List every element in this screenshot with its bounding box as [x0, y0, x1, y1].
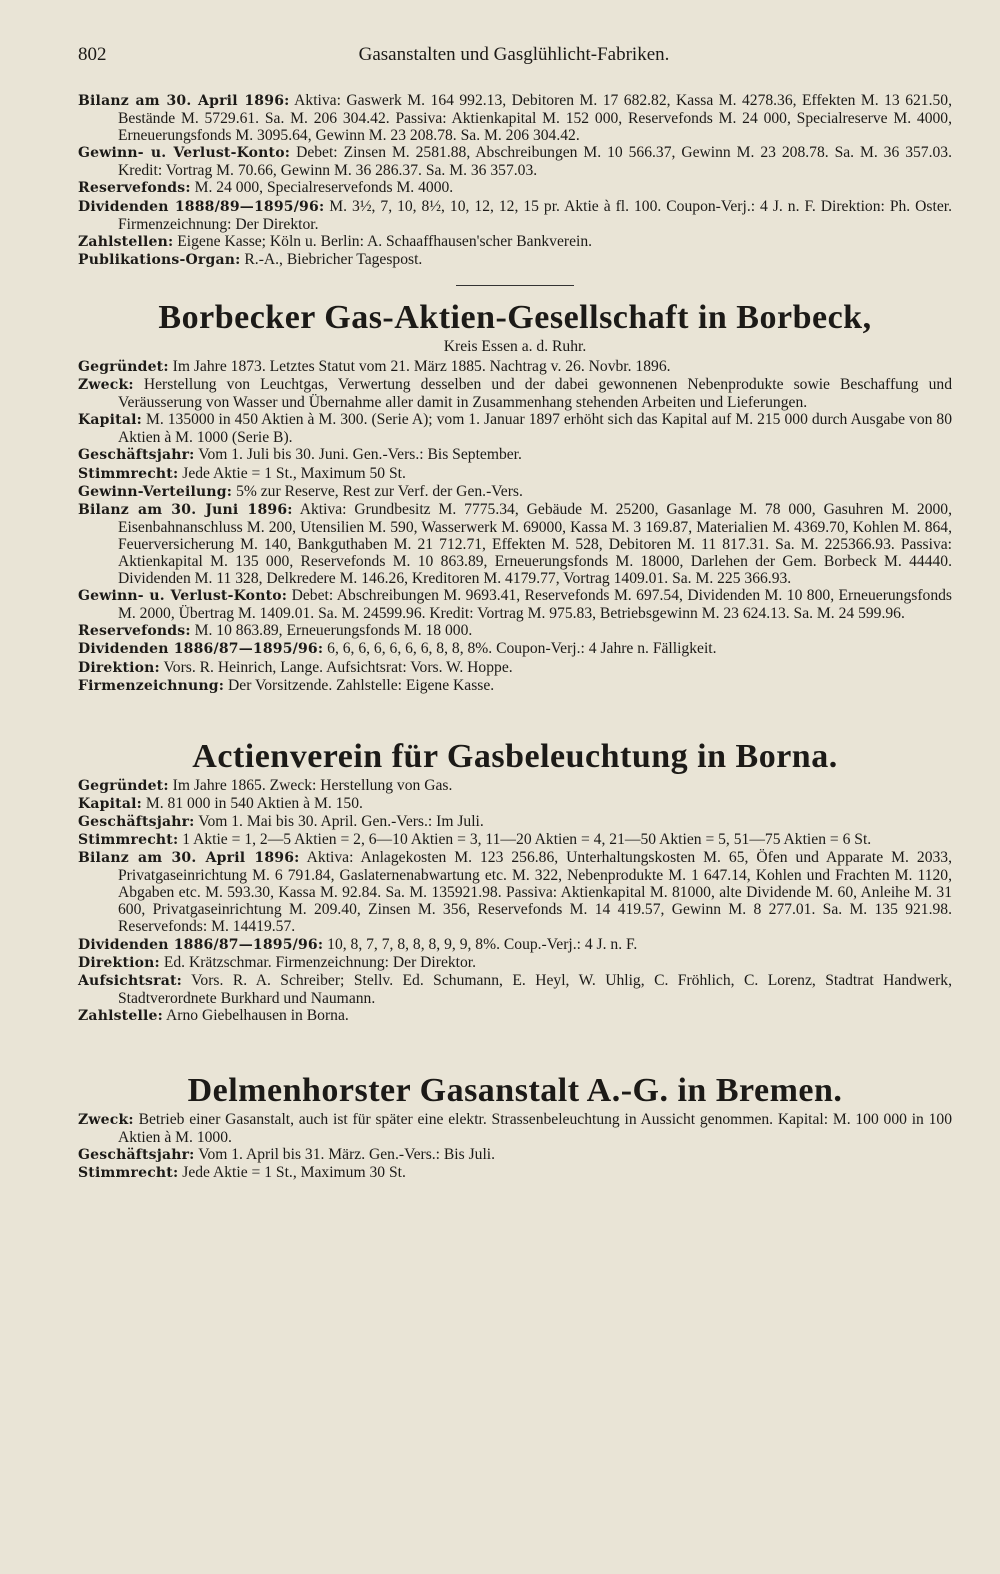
entry-bilanz — [78, 501, 952, 587]
entry-dividenden — [78, 936, 952, 954]
spacer — [78, 695, 952, 725]
entry-text: Der Vorsitzende. Zahlstelle: Eigene Kasse. — [228, 676, 495, 694]
entry-label: Kapital: — [78, 795, 142, 812]
entry-text: 1 Aktie = 1, 2—5 Aktien = 2, 6—10 Aktien = 3, 11—20 Aktien = 4, 21—50 Aktien = 5, 51—75 Aktien = 6 St. — [182, 831, 872, 848]
company-subtitle: Kreis Essen a. d. Ruhr. — [443, 337, 587, 355]
entry-kapital — [78, 411, 952, 446]
entry-label: Reservefonds: — [78, 623, 191, 640]
entry-gewinn-verlust — [78, 587, 952, 622]
entry-text: Debet: Abschreibungen M. 9693.41, Reservefonds M. 697.54, Dividenden M. 10 800, Erneuerungsfonds M. 2000, Übertrag M. 1409.01. Sa. M. 24599.96. Kredit: Vortrag M. 975.83, Betriebsgewinn M. 23 624.13. Sa. M. 24 599.96. — [118, 587, 952, 623]
entry-aufsichtsrat — [78, 972, 952, 1007]
company-delmenhorst — [78, 1071, 952, 1182]
entry-text: M. 81 000 in 540 Aktien à M. 150. — [145, 794, 363, 812]
company-borbeck — [78, 298, 952, 695]
entry-gewinn-verlust — [78, 144, 952, 179]
entry-text: M. 10 863.89, Erneuerungsfonds M. 18 000. — [194, 622, 473, 640]
entry-zahlstellen — [78, 233, 952, 251]
entry-label: Firmenzeichnung: — [78, 677, 225, 694]
entry-geschaeftsjahr — [78, 1146, 952, 1164]
entry-text: Eigene Kasse; Köln u. Berlin: A. Schaaffhausen'scher Bankverein. — [177, 232, 593, 250]
entry-zahlstelle — [78, 1007, 952, 1025]
entry-text: Jede Aktie = 1 St., Maximum 50 St. — [182, 464, 406, 482]
entry-text: 5% zur Reserve, Rest zur Verf. der Gen.-Vers. — [236, 482, 523, 500]
entry-text: Im Jahre 1865. Zweck: Herstellung von Gas. — [172, 776, 453, 794]
entry-firmenzeichnung — [78, 677, 952, 695]
company-borna — [78, 737, 952, 1025]
entry-text: Vom 1. Mai bis 30. April. Gen.-Vers.: Im Juli. — [198, 812, 484, 830]
entry-label: Direktion: — [78, 954, 160, 971]
entry-text: 10, 8, 7, 7, 8, 8, 8, 9, 9, 8%. Coup.-Verj.: 4 J. n. F. — [327, 935, 638, 953]
entry-dividenden — [78, 640, 952, 658]
entry-text: Aktiva: Grundbesitz M. 7775.34, Gebäude M. 25200, Gasanlage M. 78 000, Gasuhren M. 2000, Eisenbahnanschluss M. 200, Utensilien M. 590, Wasserwerk M. 69000, Kassa M. 3 169.87, Materialien M. 4369.70, Kohlen M. 864, Feuerversicherung M. 140, Bankguthaben M. 21 712.71, Effekten M. 528, Debitoren M. 11 817.31. Sa. M. 225366.93. Passiva: Aktienkapital M. 135 000, Reservefonds M. 10 863.89, Erneuerungsfonds M. 18000, Darlehen der Gem. Borbeck M. 44440. Dividenden M. 11 328, Delkredere M. 146.26, Kreditoren M. 4179.77, Vortrag 1409.01. Sa. M. 225 366.93. — [118, 500, 952, 588]
entry-direktion — [78, 659, 952, 677]
entry-label: Gewinn- u. Verlust-Konto: — [78, 145, 291, 162]
top-section — [78, 92, 952, 269]
entry-label: Gegründet: — [78, 777, 169, 794]
entry-text: Vors. R. A. Schreiber; Stellv. Ed. Schumann, E. Heyl, W. Uhlig, C. Fröhlich, C. Lorenz, Stadtrat Handwerk, Stadtverordnete Burkhard und Naumann. — [118, 971, 953, 1007]
entry-label: Aufsichtsrat: — [78, 972, 182, 989]
entry-text: Debet: Zinsen M. 2581.88, Abschreibungen M. 10 566.37, Gewinn M. 23 208.78. Sa. M. 36 357.03. Kredit: Vortrag M. 70.66, Gewinn M. 36 286.37. Sa. M. 36 357.03. — [118, 144, 952, 180]
entry-label: Gewinn- u. Verlust-Konto: — [78, 588, 288, 605]
entry-reservefonds — [78, 622, 952, 640]
entry-bilanz — [78, 92, 952, 144]
entry-label: Geschäftsjahr: — [78, 1147, 195, 1164]
entry-reservefonds — [78, 179, 952, 197]
entry-kapital — [78, 795, 952, 813]
entry-geschaeftsjahr — [78, 813, 952, 831]
entry-bilanz — [78, 849, 952, 935]
entry-label: Zweck: — [78, 1112, 134, 1129]
entry-geschaeftsjahr — [78, 446, 952, 464]
company-title: Borbecker Gas-Aktien-Gesellschaft in Borbeck, — [158, 298, 872, 336]
entry-label: Publikations-Organ: — [78, 251, 241, 268]
page-number: 802 — [78, 44, 107, 65]
entry-text: Jede Aktie = 1 St., Maximum 30 St. — [182, 1164, 406, 1182]
company-title: Actienverein für Gasbeleuchtung in Borna. — [192, 737, 838, 775]
entry-text: M. 3½, 7, 10, 8½, 10, 12, 12, 15 pr. Aktie à fl. 100. Coupon-Verj.: 4 J. n. F. Direktion: Ph. Oster. Firmenzeichnung: Der Direktor. — [118, 197, 952, 233]
entry-label: Dividenden 1888/89—1895/96: — [78, 198, 325, 215]
entry-label: Kapital: — [78, 412, 142, 429]
running-title: Gasanstalten und Gasglühlicht-Fabriken. — [358, 44, 670, 65]
entry-text: Betrieb einer Gasanstalt, auch ist für später eine elektr. Strassenbeleuchtung in Aussicht genommen. Kapital: M. 100 000 in 100 Aktien à M. 1000. — [118, 1111, 952, 1147]
entry-dividenden — [78, 198, 952, 233]
entry-label: Bilanz am 30. April 1896: — [78, 93, 290, 109]
entry-stimmrecht — [78, 465, 952, 483]
entry-label: Stimmrecht: — [78, 465, 179, 482]
entry-gewinn-verteilung — [78, 483, 952, 501]
entry-label: Dividenden 1886/87—1895/96: — [78, 936, 324, 953]
entry-text: Herstellung von Leuchtgas, Verwertung desselben und der dabei gewonnenen Nebenprodukte sowie Beschaffung und Veräusserung von Wasser und Übernahme aller damit in Zusammenhang stehenden Arbeiten und Lieferungen. — [118, 376, 952, 412]
entry-gegruendet — [78, 358, 952, 376]
entry-text: Arno Giebelhausen in Borna. — [166, 1006, 349, 1024]
entry-label: Direktion: — [78, 659, 160, 676]
entry-text: M. 24 000, Specialreservefonds M. 4000. — [194, 179, 454, 197]
entry-stimmrecht — [78, 1164, 952, 1182]
entry-text: R.-A., Biebricher Tagespost. — [244, 250, 423, 268]
section-divider — [456, 285, 574, 286]
entry-label: Stimmrecht: — [78, 1165, 179, 1182]
entry-label: Gewinn-Verteilung: — [78, 483, 233, 500]
entry-label: Geschäftsjahr: — [78, 813, 195, 830]
entry-text: 6, 6, 6, 6, 6, 6, 6, 8, 8, 8%. Coupon-Verj.: 4 Jahre n. Fälligkeit. — [327, 640, 717, 658]
entry-label: Gegründet: — [78, 358, 169, 375]
entry-text: M. 135000 in 450 Aktien à M. 300. (Serie A); vom 1. Januar 1897 erhöht sich das Kapital auf M. 215 000 durch Ausgabe von 80 Aktien à M. 1000 (Serie B). — [118, 411, 952, 447]
entry-text: Ed. Krätzschmar. Firmenzeichnung: Der Direktor. — [163, 953, 477, 971]
entry-text: Vors. R. Heinrich, Lange. Aufsichtsrat: Vors. W. Hoppe. — [163, 658, 513, 676]
entry-stimmrecht — [78, 831, 952, 849]
entry-label: Reservefonds: — [78, 180, 191, 197]
entry-label: Geschäftsjahr: — [78, 447, 195, 464]
entry-text: Vom 1. Juli bis 30. Juni. Gen.-Vers.: Bis September. — [198, 446, 522, 464]
entry-zweck — [78, 1111, 952, 1146]
page-header — [78, 44, 950, 74]
entry-direktion — [78, 954, 952, 972]
entry-label: Zahlstellen: — [78, 233, 174, 250]
entry-text: Vom 1. April bis 31. März. Gen.-Vers.: Bis Juli. — [198, 1146, 496, 1164]
company-title: Delmenhorster Gasanstalt A.-G. in Bremen. — [187, 1072, 843, 1110]
page-content — [78, 92, 952, 1182]
entry-zweck — [78, 376, 952, 411]
entry-gegruendet — [78, 777, 952, 795]
entry-label: Zahlstelle: — [78, 1007, 163, 1024]
entry-label: Zweck: — [78, 377, 134, 394]
entry-text: Aktiva: Anlagekosten M. 123 256.86, Unterhaltungskosten M. 65, Öfen und Apparate M. 2033, Privatgaseinrichtung M. 6 791.84, Gaslaternenabwartung etc. M. 322, Nebenprodukte M. 1 647.14, Kohlen und Frachten M. 1120, Abgaben etc. M. 593.30, Kassa M. 92.84. Sa. M. 135921.98. Passiva: Aktienkapital M. 81000, alte Dividende M. 60, Anleihe M. 31 600, Privatgaseinrichtung M. 209.40, Zinsen M. 356, Reservefonds M. 14 419.57, Gewinn M. 8 277.01. Sa. M. 135 921.98. Reservefonds: M. 14419.57. — [118, 849, 952, 936]
entry-label: Dividenden 1886/87—1895/96: — [78, 641, 324, 658]
entry-text: Aktiva: Gaswerk M. 164 992.13, Debitoren M. 17 682.82, Kassa M. 4278.36, Effekten M. 13 621.50, Bestände M. 5729.61. Sa. M. 206 304.42. Passiva: Aktienkapital M. 152 000, Reservefonds M. 24 000, Specialreserve M. 4000, Erneuerungsfonds M. 3095.64, Gewinn M. 23 208.78. Sa. M. 206 304.42. — [118, 92, 952, 145]
entry-text: Im Jahre 1873. Letztes Statut vom 21. März 1885. Nachtrag v. 26. Novbr. 1896. — [172, 357, 671, 375]
spacer — [78, 1025, 952, 1059]
entry-publikations-organ — [78, 251, 952, 269]
entry-label: Bilanz am 30. Juni 1896: — [78, 501, 293, 518]
entry-label: Stimmrecht: — [78, 832, 179, 848]
entry-label: Bilanz am 30. April 1896: — [78, 850, 300, 867]
